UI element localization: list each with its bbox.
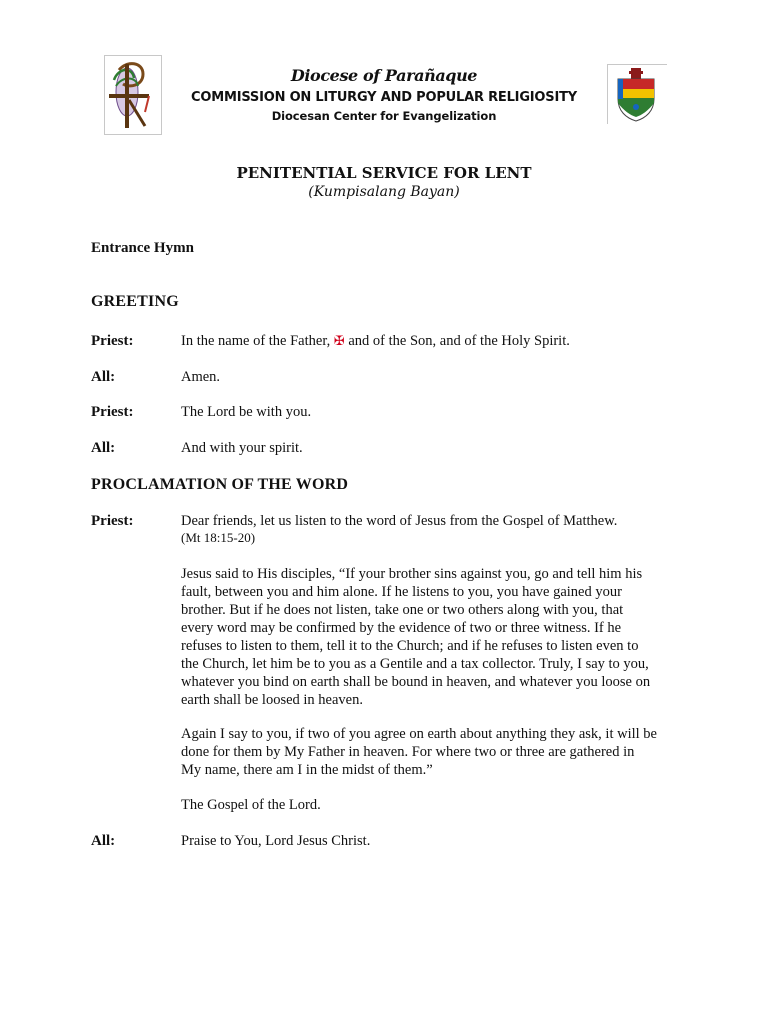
speaker-label: Priest:	[91, 404, 134, 420]
response-text: Praise to You, Lord Jesus Christ.	[181, 833, 371, 849]
gospel-line: Again I say to you, if two of you agree on earth about anything they ask, it will be	[181, 726, 657, 742]
gospel-line: whatever you bind on earth shall be bound in heaven, and whatever you loose on	[181, 674, 651, 690]
document-subtitle: (Kumpisalang Bayan)	[308, 184, 460, 200]
gospel-closing: The Gospel of the Lord.	[181, 797, 321, 813]
speaker-label: Priest:	[91, 333, 134, 349]
gospel-line: fault, between you and him alone. If he listens to you, you have gained your	[181, 584, 622, 600]
speaker-label: All:	[91, 833, 116, 849]
proclamation-heading: PROCLAMATION OF THE WORD	[91, 476, 349, 493]
gospel-line: brother. But if he does not listen, take one or two others along with you, that	[181, 602, 624, 618]
greeting-heading: GREETING	[91, 293, 179, 310]
gospel-line: refuses to listen to them, tell it to the Church; and if he refuses to listen even to	[181, 638, 639, 654]
speaker-label: All:	[91, 369, 116, 385]
gospel-line: done for them by My Father in heaven. For where two or three are gathered in	[181, 744, 635, 760]
proclamation-intro: Dear friends, let us listen to the word of Jesus from the Gospel of Matthew.	[181, 513, 618, 529]
greeting-text-after: and of the Son, and of the Holy Spirit.	[348, 333, 570, 349]
diocese-name: Diocese of Parañaque	[290, 66, 478, 85]
response-text: Amen.	[181, 369, 221, 385]
gospel-line: My name, there am I in the midst of them.”	[181, 762, 433, 778]
speaker-label: All:	[91, 440, 116, 456]
center-name: Diocesan Center for Evangelization	[271, 109, 497, 123]
commission-name: COMMISSION ON LITURGY AND POPULAR RELIGIOSITY	[191, 90, 577, 105]
document-title: PENITENTIAL SERVICE FOR LENT	[236, 164, 532, 182]
gospel-paragraph-2	[181, 725, 677, 779]
greeting-line	[181, 333, 570, 350]
cross-icon: ✠	[333, 334, 345, 349]
priest-text: The Lord be with you.	[181, 404, 312, 420]
greeting-text-before: In the name of the Father,	[181, 333, 331, 349]
scripture-reference: (Mt 18:15-20)	[181, 530, 256, 545]
speaker-label: Priest:	[91, 513, 134, 529]
gospel-line: earth shall be loosed in heaven.	[181, 692, 363, 708]
gospel-line: the Church, let him be to you as a Gentile and a tax collector. Truly, I say to you,	[181, 656, 649, 672]
response-text: And with your spirit.	[181, 440, 303, 456]
diocese-coat-of-arms	[607, 64, 667, 124]
gospel-line: Jesus said to His disciples, “If your brother sins against you, go and tell him his	[181, 566, 643, 582]
chi-rho-logo	[104, 55, 162, 135]
gospel-paragraph-1	[181, 565, 677, 709]
gospel-line: every word may be confirmed by the evidence of two or three witness. If he	[181, 620, 622, 636]
entrance-hymn-label: Entrance Hymn	[91, 240, 194, 256]
